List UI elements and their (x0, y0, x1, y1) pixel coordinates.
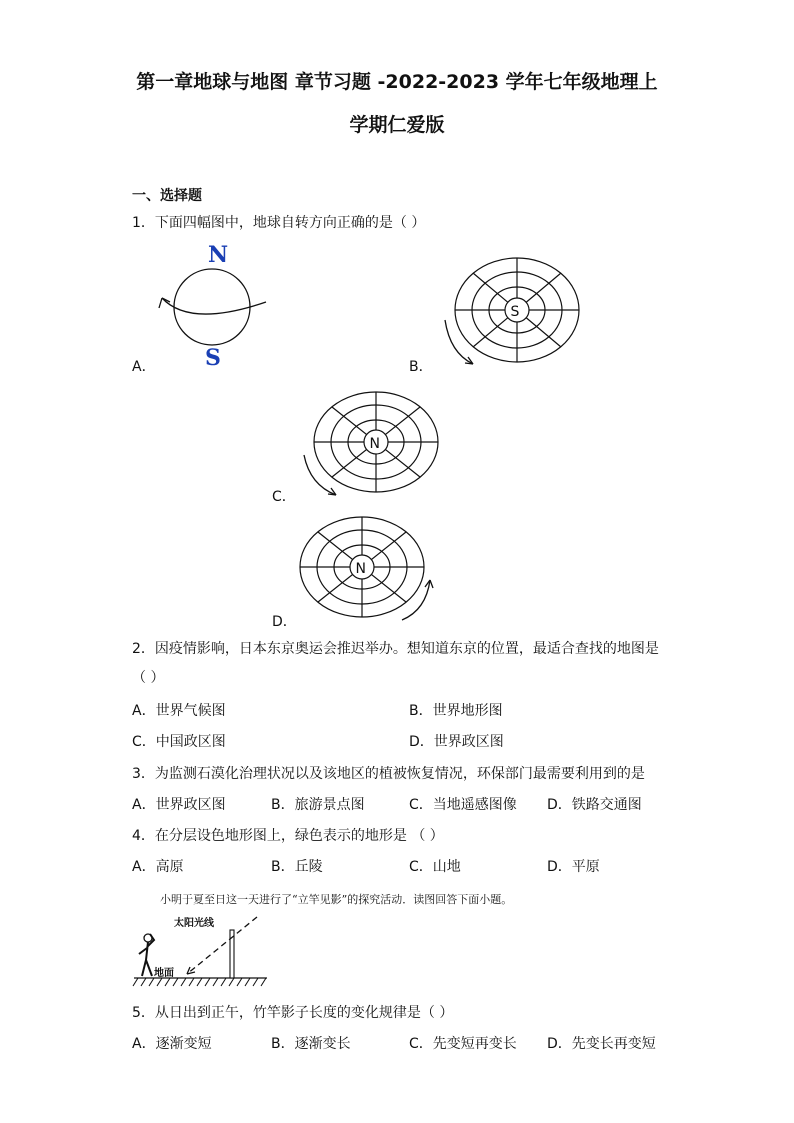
section-heading: 一、选择题 (132, 188, 202, 204)
q2-option-d: D．世界政区图 (409, 734, 504, 750)
q1-option-d-label: D． (272, 614, 297, 630)
q1-option-b-label: B． (409, 359, 433, 375)
q5-option-b: B．逐渐变长 (271, 1036, 351, 1052)
document-title-line2: 学期仁爱版 (349, 114, 445, 136)
q1-option-c-label: C． (272, 489, 296, 505)
ground-label: 地面 (154, 968, 174, 979)
q4-option-c: C．山地 (409, 859, 461, 875)
q1-figure-d-polar-view (284, 510, 434, 630)
q4-option-a: A．高原 (132, 859, 184, 875)
q5-option-c: C．先变短再变长 (409, 1036, 517, 1052)
q4-option-d: D．平原 (547, 859, 600, 875)
q1-stem: 1．下面四幅图中，地球自转方向正确的是（ ） (132, 215, 426, 231)
q3-option-d: D．铁路交通图 (547, 797, 642, 813)
figure-a-south-label: S (205, 345, 221, 371)
q1-option-a-label: A． (132, 359, 156, 375)
pole-shadow-figure (132, 912, 272, 994)
q2-option-b: B．世界地形图 (409, 703, 503, 719)
q2-option-a: A．世界气候图 (132, 703, 226, 719)
figure-a-north-label: N (208, 242, 229, 268)
figure-c-pole-label: N (369, 436, 380, 452)
q1-figure-b-polar-view (440, 250, 590, 375)
q2-option-c: C．中国政区图 (132, 734, 226, 750)
q4-stem: 4．在分层设色地形图上，绿色表示的地形是 （ ） (132, 828, 444, 844)
q5-stem: 5．从日出到正午，竹竿影子长度的变化规律是（ ） (132, 1005, 454, 1021)
q5-option-a: A．逐渐变短 (132, 1036, 212, 1052)
q3-option-b: B．旅游景点图 (271, 797, 365, 813)
sunlight-label: 太阳光线 (174, 918, 214, 929)
q4-option-b: B．丘陵 (271, 859, 323, 875)
q5-option-d: D．先变长再变短 (547, 1036, 656, 1052)
q3-stem: 3．为监测石漠化治理状况以及该地区的植被恢复情况，环保部门最需要利用到的是 (132, 766, 645, 782)
q1-figure-a-globe (150, 240, 275, 370)
figure-d-pole-label: N (355, 561, 366, 577)
q3-option-a: A．世界政区图 (132, 797, 226, 813)
figure-b-pole-label: S (510, 304, 520, 320)
q2-stem-blank: （ ） (132, 670, 165, 686)
q2-stem: 2．因疫情影响，日本东京奥运会推迟举办。想知道东京的位置，最适合查找的地图是 (132, 641, 659, 657)
q3-option-c: C．当地遥感图像 (409, 797, 517, 813)
document-title-line1: 第一章地球与地图 章节习题 -2022-2023 学年七年级地理上 (136, 71, 658, 93)
passage-text: 小明于夏至日这一天进行了“立竿见影”的探究活动．读图回答下面小题。 (160, 893, 513, 906)
q1-figure-c-polar-view (296, 385, 446, 505)
